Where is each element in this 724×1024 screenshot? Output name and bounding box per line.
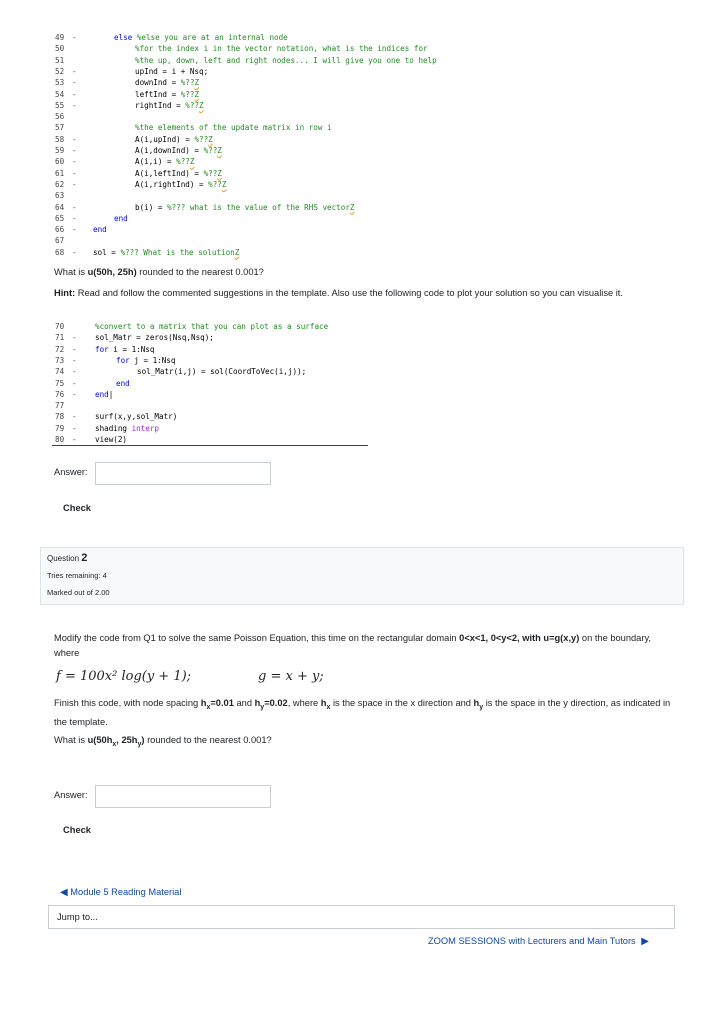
code-token: else [114,33,137,42]
line-number: 60 [55,157,65,167]
breakpoint-marker[interactable]: - [72,179,77,189]
code-text [135,43,428,54]
next-activity-link[interactable] [428,936,649,947]
code-token: %?? [180,89,195,99]
line-number: 65 [55,213,65,223]
code-token: for [95,344,114,354]
check-button-q2[interactable]: Check [54,818,100,840]
code-token: end [93,225,107,235]
code-line [52,378,368,389]
code-line [52,235,692,246]
line-number: 54 [55,89,65,99]
code-line [52,247,692,258]
code-text [135,134,213,145]
code-line [52,202,692,213]
code-token: %for the index i in the vector notation, what is the indices for [135,44,428,54]
prompt-bold-1: u(50h [87,735,113,745]
line-number: 77 [55,401,65,411]
line-number: 80 [55,435,65,444]
hy2-term [473,698,484,711]
marked-out-of: Marked out of 2.00 [47,588,110,597]
breakpoint-marker[interactable]: - [72,355,77,365]
tries-remaining: Tries remaining: 4 [47,571,107,580]
breakpoint-marker[interactable]: - [72,225,77,235]
prev-activity-label: Module 5 Reading Material [70,887,182,897]
code-line [52,32,692,43]
answer-label: Answer: [54,467,88,477]
code-line [52,77,692,88]
code-token: Z [208,134,213,144]
code-line [52,344,368,355]
line-number: 52 [55,66,65,76]
code-line [52,355,368,366]
question1-prompt-bold: u(50h, 25h) [87,267,137,277]
code-text [135,202,354,213]
breakpoint-marker[interactable]: - [72,213,77,223]
line-number: 53 [55,78,65,88]
code-line [52,389,368,400]
line-number: 56 [55,112,65,122]
code-token: %??? What is the solution [120,247,235,257]
code-line [52,411,368,422]
code-text [135,55,437,66]
code-line [52,156,692,167]
code-token: i = 1:Nsq [113,344,155,354]
code-token: %?? [203,168,218,178]
code-token: %the up, down, left and right nodes... I will give you one to help [135,55,437,65]
code-token: sol = [93,247,121,257]
line-number: 66 [55,225,65,235]
hx-value: =0.01 [210,698,234,708]
code-token: end [116,378,130,388]
line-number: 78 [55,412,65,422]
code-token: %?? [208,179,222,189]
and-text: and [233,698,255,708]
plot-code-block [52,321,368,446]
code-token: leftInd = [135,89,181,99]
line-number: 71 [55,333,65,343]
breakpoint-marker[interactable]: - [72,66,77,76]
breakpoint-marker[interactable]: - [72,134,77,144]
line-number: 73 [55,355,65,365]
code-text [135,168,222,179]
code-text [95,344,154,355]
code-text [135,122,332,133]
answer-input-q2[interactable] [95,785,271,808]
question2-intro [54,631,674,661]
code-token: %convert to a matrix that you can plot as a surface [95,322,329,331]
code-token: rightInd = [135,100,186,110]
code-text [116,378,130,389]
line-number: 61 [55,168,65,178]
hx-label: h [200,698,207,708]
line-number: 70 [55,322,65,331]
code-text [93,247,239,258]
code-line [52,55,692,66]
code-token: %?? [176,157,190,167]
code-text [135,66,208,77]
code-token: A(i,leftInd) = [135,168,204,178]
answer-input[interactable] [95,462,271,485]
line-number: 49 [55,33,65,42]
code-text [95,434,127,445]
code-line [52,134,692,145]
finish-post: is the space in the y direction, as indicated in the template. [54,698,671,727]
hy-sub: y [260,703,265,711]
code-text [95,321,328,332]
code-token: upInd = i + Nsq; [135,66,209,76]
breakpoint-marker[interactable]: - [72,344,77,354]
line-number: 62 [55,179,65,189]
line-number: 74 [55,367,65,377]
answer-label-q2: Answer: [54,790,88,800]
code-token: end [114,213,128,223]
code-token: shading [95,423,132,433]
line-number: 50 [55,44,65,54]
code-line [52,321,368,332]
question1-hint [54,286,674,301]
code-text [95,411,177,422]
prompt-bold-3: ) [141,735,145,745]
question-info-box [40,547,684,605]
code-token: end [95,389,109,399]
line-number: 57 [55,123,65,133]
prompt-sub-2: y [137,740,142,748]
code-token: A(i,upInd) = [135,134,195,144]
code-token: A(i,rightInd) = [135,179,209,189]
code-line [52,168,692,179]
code-text [95,389,113,400]
code-token: Z [221,179,227,189]
code-token: Z [217,168,222,178]
code-token: Z [349,202,355,212]
hint-text: Read and follow the commented suggestions in the template. Also use the following code to plot your solution so you can visualise it. [75,288,623,298]
intro-post: on the boundary, where [54,633,651,658]
question-number [47,552,87,564]
code-line [52,213,692,224]
breakpoint-marker[interactable]: - [72,33,77,42]
code-token: | [108,389,114,399]
hy-label: h [254,698,261,708]
code-token: Z [234,247,240,257]
line-number: 55 [55,100,65,110]
code-token: interp [131,423,160,433]
line-number: 67 [55,236,65,246]
code-token: Z [199,100,204,110]
hy-value: =0.02 [264,698,288,708]
equation-g: g = x + y; [258,669,324,684]
code-line [52,111,692,122]
line-number: 75 [55,378,65,388]
code-token: %?? [194,134,209,144]
code-line [52,122,692,133]
where-text: , where [287,698,321,708]
code-token: %?? [203,146,218,155]
code-line [52,89,692,100]
triangle-right-icon: ▶ [641,936,649,947]
breakpoint-marker[interactable]: - [72,157,77,167]
intro-pre: Modify the code from Q1 to solve the same Poisson Equation, this time on the rectangular domain [54,633,460,643]
breakpoint-marker[interactable]: - [72,423,77,433]
code-token: view(2) [95,435,128,444]
hx-term [200,698,234,711]
code-line [52,100,692,111]
hx-sub: x [206,703,211,711]
code-token: Z [194,89,200,99]
code-text [135,77,199,88]
line-number: 76 [55,389,65,399]
code-text [135,145,222,156]
breakpoint-marker[interactable]: - [72,202,77,212]
breakpoint-marker[interactable]: - [72,247,77,257]
code-block-template [52,32,692,260]
hy2-sub: y [479,703,484,711]
breakpoint-marker[interactable]: - [72,412,77,422]
question1-prompt-post: rounded to the nearest 0.001? [136,267,264,277]
prompt-sub-1: x [112,740,117,748]
code-token: %??? what is the value of the RHS vector [167,202,350,212]
hy-term [254,698,288,711]
breakpoint-marker[interactable]: - [72,146,77,155]
hx2-sub: x [326,703,331,711]
check-button[interactable]: Check [54,496,100,518]
code-line [52,190,692,201]
code-token: %?? [180,78,195,88]
triangle-left-icon: ◀ [60,887,68,898]
code-token: sol_Matr = zeros(Nsq,Nsq); [95,333,214,343]
code-text [114,32,288,43]
prev-activity-link[interactable] [60,887,181,898]
breakpoint-marker[interactable]: - [72,435,77,444]
code-token: j = 1:Nsq [134,355,176,365]
line-number: 51 [55,55,65,65]
prompt-bold-2: , 25h [116,735,138,745]
code-line [52,43,692,54]
code-token: b(i) = [135,202,168,212]
code-token: for [116,355,135,365]
code-line [52,179,692,190]
code-token: downInd = [135,78,181,88]
breakpoint-marker[interactable]: - [72,389,77,399]
code-token: %?? [185,100,200,110]
code-token: sol_Matr(i,j) = sol(CoordToVec(i,j)); [137,367,307,377]
prompt-pre: What is [54,735,88,745]
code-text [95,332,214,343]
code-token: Z [194,78,200,88]
question2-instructions [54,696,674,730]
code-text [95,423,159,434]
finish-mid: is the space in the x direction and [330,698,474,708]
line-number: 59 [55,146,65,155]
breakpoint-marker[interactable]: - [72,333,77,343]
code-token: Z [217,146,222,155]
finish-pre: Finish this code, with node spacing [54,698,201,708]
breakpoint-marker[interactable]: - [72,100,77,110]
jump-to-select[interactable] [48,905,675,929]
hy2-label: h [473,698,480,708]
prompt-expression [87,735,145,748]
breakpoint-marker[interactable]: - [72,168,77,178]
code-line [52,145,692,156]
code-token: Z [189,157,195,167]
code-line [52,332,368,343]
code-text [116,355,175,366]
code-token: surf(x,y,sol_Matr) [95,412,178,422]
question-number-value: 2 [81,552,88,564]
question-label: Question [47,554,80,563]
code-text [114,213,128,224]
breakpoint-marker[interactable]: - [72,367,77,377]
code-token: A(i,downInd) = [135,146,204,155]
code-token: %else you are at an internal node [136,33,288,42]
breakpoint-marker[interactable]: - [72,78,77,88]
code-text [137,366,306,377]
code-text [135,100,204,111]
code-line [52,224,692,235]
code-token: %the elements of the update matrix in row i [135,123,332,133]
code-line [52,434,368,445]
code-token: A(i,i) = [135,157,177,167]
code-line [52,423,368,434]
question1-prompt-pre: What is [54,267,88,277]
code-line [52,66,692,77]
code-text [135,156,194,167]
hx2-label: h [320,698,327,708]
jump-to-label: Jump to... [57,912,98,922]
code-text [135,89,199,100]
line-number: 79 [55,423,65,433]
intro-domain: 0<x<1, 0<y<2, with u=g(x,y) [459,633,580,643]
line-number: 72 [55,344,65,354]
equation-f: f = 100x² log(y + 1); [56,669,192,684]
prompt-post: rounded to the nearest 0.001? [144,735,272,745]
breakpoint-marker[interactable]: - [72,89,77,99]
question2-prompt [54,733,674,752]
code-line [52,366,368,377]
next-activity-label: ZOOM SESSIONS with Lecturers and Main Tutors [428,936,636,946]
breakpoint-marker[interactable]: - [72,378,77,388]
line-number: 64 [55,202,65,212]
line-number: 68 [55,247,65,257]
code-line [52,400,368,411]
line-number: 63 [55,191,65,201]
hint-label: Hint: [54,288,76,298]
question1-prompt [54,265,674,280]
line-number: 58 [55,134,65,144]
hx2-term [320,698,331,711]
code-text [93,224,107,235]
code-text [135,179,226,190]
